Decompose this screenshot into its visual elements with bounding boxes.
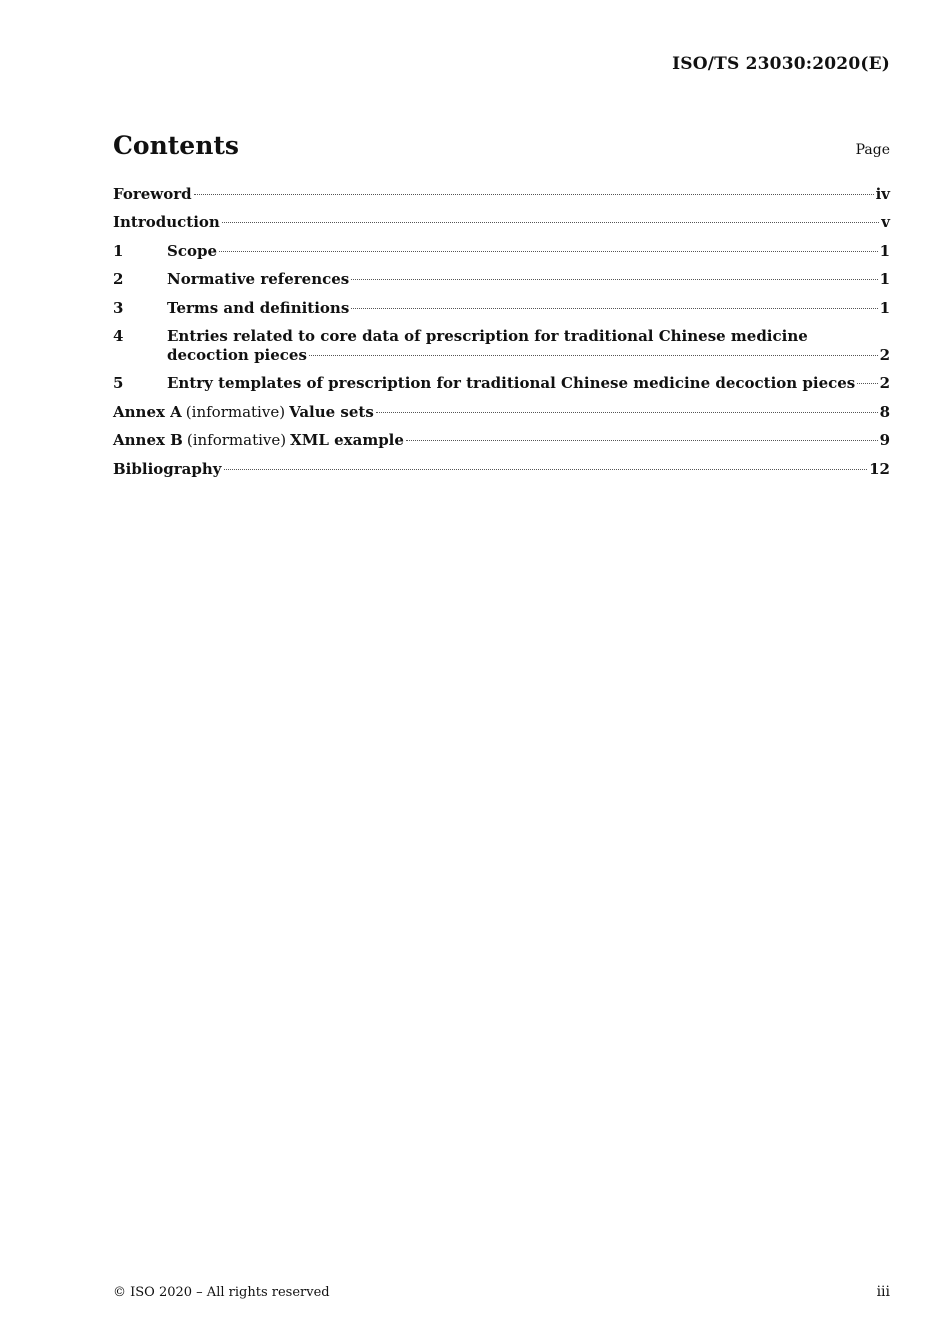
toc-entry-title: Value sets bbox=[289, 402, 374, 421]
toc-annex-label: Annex A bbox=[113, 402, 182, 421]
toc-entry-core-data-entries[interactable] bbox=[113, 327, 890, 365]
dot-leader bbox=[222, 222, 879, 223]
toc-entry-terms-and-definitions[interactable] bbox=[113, 299, 890, 318]
toc-entry-title: Scope bbox=[167, 241, 218, 260]
toc-entry-page: 1 bbox=[879, 241, 890, 260]
dot-leader bbox=[406, 440, 878, 441]
document-id: ISO/TS 23030:2020(E) bbox=[672, 54, 890, 74]
toc-annex-type: (informative) bbox=[185, 402, 286, 421]
toc-entry-page: v bbox=[881, 213, 890, 232]
dot-leader bbox=[351, 308, 877, 309]
toc-entry-number: 2 bbox=[113, 270, 124, 289]
toc-entry-annex-b[interactable] bbox=[113, 431, 890, 450]
toc-entry-title: Entry templates of prescription for traditional Chinese medicine decoction pieces bbox=[167, 374, 856, 393]
toc-entry-number: 5 bbox=[113, 374, 124, 393]
toc-entry-number: 1 bbox=[113, 241, 124, 260]
toc-entry-page: 8 bbox=[879, 402, 890, 421]
toc-entry-annex-a[interactable] bbox=[113, 403, 890, 422]
toc-entry-title: Introduction bbox=[113, 213, 220, 232]
footer-page-number: iii bbox=[876, 1284, 890, 1300]
page-title: Contents bbox=[113, 131, 240, 160]
toc-entry-page: 1 bbox=[879, 270, 890, 289]
toc-entry-introduction[interactable] bbox=[113, 213, 890, 232]
toc-entry-page: 2 bbox=[879, 345, 890, 364]
toc-entry-title: Terms and definitions bbox=[167, 298, 350, 317]
toc-entry-title-line1: Entries related to core data of prescription for traditional Chinese medicine bbox=[167, 326, 808, 345]
toc-entry-page: 12 bbox=[869, 459, 890, 478]
toc-annex-label: Annex B bbox=[113, 431, 183, 450]
footer-copyright: © ISO 2020 – All rights reserved bbox=[113, 1285, 330, 1300]
dot-leader bbox=[857, 383, 877, 384]
toc-entry-title: Normative references bbox=[167, 270, 350, 289]
toc-entry-page: 2 bbox=[879, 374, 890, 393]
table-of-contents bbox=[113, 185, 890, 488]
toc-entry-number: 3 bbox=[113, 298, 124, 317]
toc-entry-page: 1 bbox=[879, 298, 890, 317]
toc-entry-number: 4 bbox=[113, 326, 124, 345]
toc-entry-title: Bibliography bbox=[113, 459, 222, 478]
toc-entry-title: Foreword bbox=[113, 185, 192, 203]
toc-entry-scope[interactable] bbox=[113, 242, 890, 261]
toc-entry-normative-references[interactable] bbox=[113, 270, 890, 289]
toc-entry-page: 9 bbox=[879, 431, 890, 450]
toc-entry-title: XML example bbox=[290, 431, 404, 450]
dot-leader bbox=[376, 412, 878, 413]
page-column-label: Page bbox=[855, 142, 890, 158]
dot-leader bbox=[194, 194, 874, 195]
dot-leader bbox=[224, 469, 868, 470]
toc-annex-type: (informative) bbox=[186, 431, 287, 450]
toc-entry-page: iv bbox=[875, 185, 890, 203]
toc-entry-title-line2: decoction pieces bbox=[167, 345, 307, 364]
toc-entry-foreword[interactable] bbox=[113, 185, 890, 204]
dot-leader bbox=[351, 279, 877, 280]
toc-entry-bibliography[interactable] bbox=[113, 460, 890, 479]
toc-entry-entry-templates[interactable] bbox=[113, 374, 890, 393]
dot-leader bbox=[309, 355, 878, 356]
dot-leader bbox=[219, 251, 878, 252]
